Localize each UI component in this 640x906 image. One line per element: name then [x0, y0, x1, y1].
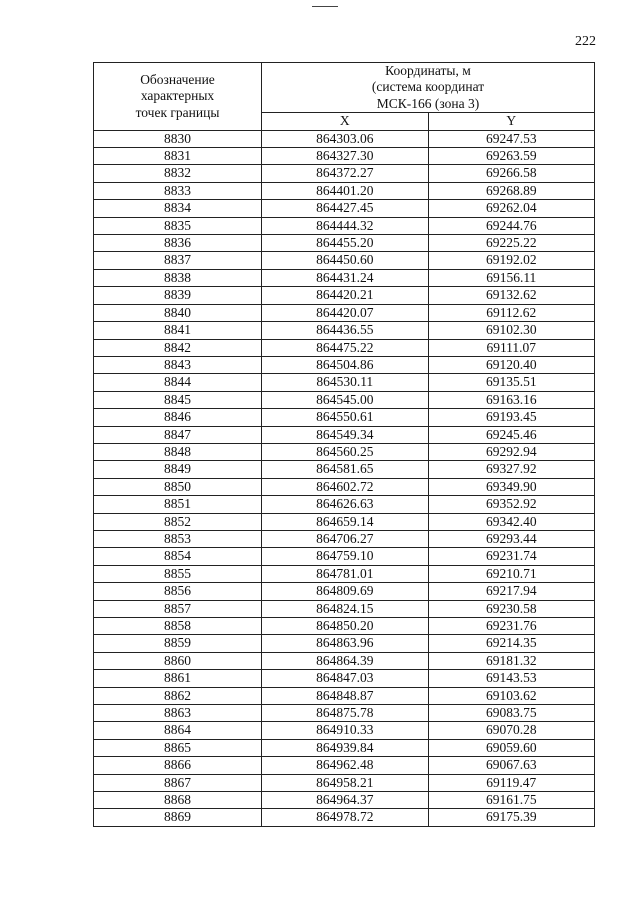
table-row — [94, 235, 595, 252]
point-id-cell: 8865 — [94, 739, 262, 756]
y-coordinate-cell: 69266.58 — [428, 165, 595, 182]
x-coordinate-cell: 864431.24 — [262, 269, 429, 286]
y-coordinate-cell: 69231.76 — [428, 618, 595, 635]
y-coordinate-cell: 69059.60 — [428, 739, 595, 756]
point-id-cell: 8853 — [94, 530, 262, 547]
point-id-cell: 8840 — [94, 304, 262, 321]
y-coordinate-cell: 69342.40 — [428, 513, 595, 530]
x-coordinate-cell: 864303.06 — [262, 130, 429, 147]
x-coordinate-cell: 864545.00 — [262, 391, 429, 408]
x-coordinate-cell: 864455.20 — [262, 235, 429, 252]
x-coordinate-cell: 864581.65 — [262, 461, 429, 478]
point-id-cell: 8837 — [94, 252, 262, 269]
y-coordinate-cell: 69083.75 — [428, 705, 595, 722]
coordinates-table — [93, 62, 595, 827]
table-row — [94, 356, 595, 373]
x-coordinate-cell: 864420.21 — [262, 287, 429, 304]
table-row — [94, 217, 595, 234]
point-id-cell: 8860 — [94, 652, 262, 669]
table-row — [94, 705, 595, 722]
table-row — [94, 182, 595, 199]
header-coordinates-line: Координаты, м — [385, 63, 471, 78]
header-row — [94, 63, 595, 113]
y-coordinate-cell: 69163.16 — [428, 391, 595, 408]
point-id-cell: 8861 — [94, 670, 262, 687]
table-row — [94, 409, 595, 426]
point-id-cell: 8830 — [94, 130, 262, 147]
y-coordinate-cell: 69103.62 — [428, 687, 595, 704]
table-row — [94, 739, 595, 756]
table-row — [94, 165, 595, 182]
x-coordinate-cell: 864863.96 — [262, 635, 429, 652]
x-coordinate-cell: 864420.07 — [262, 304, 429, 321]
top-dash-mark — [312, 6, 338, 7]
x-coordinate-cell: 864848.87 — [262, 687, 429, 704]
y-coordinate-cell: 69067.63 — [428, 757, 595, 774]
table-row — [94, 148, 595, 165]
x-coordinate-cell: 864809.69 — [262, 583, 429, 600]
y-coordinate-cell: 69263.59 — [428, 148, 595, 165]
point-id-cell: 8836 — [94, 235, 262, 252]
point-id-cell: 8839 — [94, 287, 262, 304]
x-coordinate-cell: 864875.78 — [262, 705, 429, 722]
y-coordinate-cell: 69225.22 — [428, 235, 595, 252]
point-id-cell: 8848 — [94, 443, 262, 460]
point-id-cell: 8846 — [94, 409, 262, 426]
point-id-cell: 8843 — [94, 356, 262, 373]
y-coordinate-cell: 69244.76 — [428, 217, 595, 234]
y-coordinate-cell: 69247.53 — [428, 130, 595, 147]
table-row — [94, 792, 595, 809]
y-coordinate-cell: 69245.46 — [428, 426, 595, 443]
header-coordinates-line: (система координат — [371, 79, 485, 95]
table-row — [94, 322, 595, 339]
y-coordinate-cell: 69230.58 — [428, 600, 595, 617]
x-coordinate-cell: 864436.55 — [262, 322, 429, 339]
point-id-cell: 8864 — [94, 722, 262, 739]
point-id-cell: 8851 — [94, 496, 262, 513]
x-coordinate-cell: 864978.72 — [262, 809, 429, 826]
point-id-cell: 8842 — [94, 339, 262, 356]
y-coordinate-cell: 69210.71 — [428, 565, 595, 582]
x-coordinate-cell: 864475.22 — [262, 339, 429, 356]
y-coordinate-cell: 69192.02 — [428, 252, 595, 269]
x-coordinate-cell: 864864.39 — [262, 652, 429, 669]
table-row — [94, 513, 595, 530]
y-coordinate-cell: 69156.11 — [428, 269, 595, 286]
y-coordinate-cell: 69112.62 — [428, 304, 595, 321]
point-id-cell: 8833 — [94, 182, 262, 199]
table-body — [94, 130, 595, 826]
x-coordinate-cell: 864964.37 — [262, 792, 429, 809]
y-coordinate-cell: 69349.90 — [428, 478, 595, 495]
table-row — [94, 391, 595, 408]
x-coordinate-cell: 864427.45 — [262, 200, 429, 217]
point-id-cell: 8854 — [94, 548, 262, 565]
table-row — [94, 809, 595, 826]
x-coordinate-cell: 864504.86 — [262, 356, 429, 373]
point-id-cell: 8869 — [94, 809, 262, 826]
page-number: 222 — [575, 34, 596, 49]
y-coordinate-cell: 69262.04 — [428, 200, 595, 217]
y-coordinate-cell: 69135.51 — [428, 374, 595, 391]
table-row — [94, 618, 595, 635]
x-coordinate-cell: 864530.11 — [262, 374, 429, 391]
table-row — [94, 565, 595, 582]
table-row — [94, 670, 595, 687]
y-coordinate-cell: 69102.30 — [428, 322, 595, 339]
table-row — [94, 530, 595, 547]
x-coordinate-cell: 864372.27 — [262, 165, 429, 182]
x-coordinate-cell: 864847.03 — [262, 670, 429, 687]
x-coordinate-cell: 864444.32 — [262, 217, 429, 234]
y-coordinate-cell: 69193.45 — [428, 409, 595, 426]
point-id-cell: 8866 — [94, 757, 262, 774]
y-coordinate-cell: 69292.94 — [428, 443, 595, 460]
y-coordinate-cell: 69120.40 — [428, 356, 595, 373]
y-coordinate-cell: 69231.74 — [428, 548, 595, 565]
y-coordinate-cell: 69268.89 — [428, 182, 595, 199]
table-row — [94, 269, 595, 286]
point-id-cell: 8838 — [94, 269, 262, 286]
point-id-cell: 8868 — [94, 792, 262, 809]
table-row — [94, 287, 595, 304]
table-row — [94, 635, 595, 652]
y-coordinate-cell: 69293.44 — [428, 530, 595, 547]
point-id-cell: 8841 — [94, 322, 262, 339]
x-coordinate-cell: 864958.21 — [262, 774, 429, 791]
x-coordinate-cell: 864626.63 — [262, 496, 429, 513]
y-coordinate-cell: 69352.92 — [428, 496, 595, 513]
header-points-line: характерных — [140, 88, 215, 104]
table-row — [94, 443, 595, 460]
y-coordinate-cell: 69181.32 — [428, 652, 595, 669]
point-id-cell: 8849 — [94, 461, 262, 478]
y-coordinate-cell: 69119.47 — [428, 774, 595, 791]
x-coordinate-cell: 864939.84 — [262, 739, 429, 756]
table-row — [94, 461, 595, 478]
header-points-line: Обозначение — [140, 71, 215, 87]
point-id-cell: 8867 — [94, 774, 262, 791]
point-id-cell: 8847 — [94, 426, 262, 443]
x-coordinate-cell: 864401.20 — [262, 182, 429, 199]
point-id-cell: 8858 — [94, 618, 262, 635]
x-coordinate-cell: 864824.15 — [262, 600, 429, 617]
table-row — [94, 774, 595, 791]
y-coordinate-cell: 69327.92 — [428, 461, 595, 478]
point-id-cell: 8856 — [94, 583, 262, 600]
point-id-cell: 8832 — [94, 165, 262, 182]
table-row — [94, 757, 595, 774]
y-coordinate-cell: 69070.28 — [428, 722, 595, 739]
header-coordinates — [262, 63, 595, 113]
x-coordinate-cell: 864327.30 — [262, 148, 429, 165]
y-coordinate-cell: 69175.39 — [428, 809, 595, 826]
x-coordinate-cell: 864450.60 — [262, 252, 429, 269]
table-row — [94, 252, 595, 269]
table-row — [94, 548, 595, 565]
x-coordinate-cell: 864910.33 — [262, 722, 429, 739]
table-row — [94, 600, 595, 617]
table-row — [94, 583, 595, 600]
header-coordinates-line: МСК-166 (зона 3) — [376, 95, 480, 111]
header-points-line: точек границы — [135, 104, 220, 120]
point-id-cell: 8850 — [94, 478, 262, 495]
header-x: X — [262, 113, 429, 130]
table-row — [94, 130, 595, 147]
x-coordinate-cell: 864549.34 — [262, 426, 429, 443]
x-coordinate-cell: 864560.25 — [262, 443, 429, 460]
x-coordinate-cell: 864781.01 — [262, 565, 429, 582]
point-id-cell: 8859 — [94, 635, 262, 652]
y-coordinate-cell: 69143.53 — [428, 670, 595, 687]
table-row — [94, 478, 595, 495]
x-coordinate-cell: 864962.48 — [262, 757, 429, 774]
point-id-cell: 8835 — [94, 217, 262, 234]
point-id-cell: 8844 — [94, 374, 262, 391]
x-coordinate-cell: 864759.10 — [262, 548, 429, 565]
point-id-cell: 8855 — [94, 565, 262, 582]
y-coordinate-cell: 69132.62 — [428, 287, 595, 304]
table-row — [94, 304, 595, 321]
table-row — [94, 339, 595, 356]
y-coordinate-cell: 69214.35 — [428, 635, 595, 652]
point-id-cell: 8852 — [94, 513, 262, 530]
x-coordinate-cell: 864550.61 — [262, 409, 429, 426]
point-id-cell: 8834 — [94, 200, 262, 217]
table-row — [94, 374, 595, 391]
header-points — [94, 63, 262, 131]
table-row — [94, 722, 595, 739]
point-id-cell: 8863 — [94, 705, 262, 722]
point-id-cell: 8845 — [94, 391, 262, 408]
x-coordinate-cell: 864659.14 — [262, 513, 429, 530]
x-coordinate-cell: 864706.27 — [262, 530, 429, 547]
point-id-cell: 8862 — [94, 687, 262, 704]
y-coordinate-cell: 69111.07 — [428, 339, 595, 356]
table-row — [94, 687, 595, 704]
point-id-cell: 8831 — [94, 148, 262, 165]
header-y: Y — [428, 113, 595, 130]
point-id-cell: 8857 — [94, 600, 262, 617]
table-row — [94, 426, 595, 443]
y-coordinate-cell: 69217.94 — [428, 583, 595, 600]
table-row — [94, 496, 595, 513]
y-coordinate-cell: 69161.75 — [428, 792, 595, 809]
table-row — [94, 652, 595, 669]
x-coordinate-cell: 864602.72 — [262, 478, 429, 495]
x-coordinate-cell: 864850.20 — [262, 618, 429, 635]
table-row — [94, 200, 595, 217]
